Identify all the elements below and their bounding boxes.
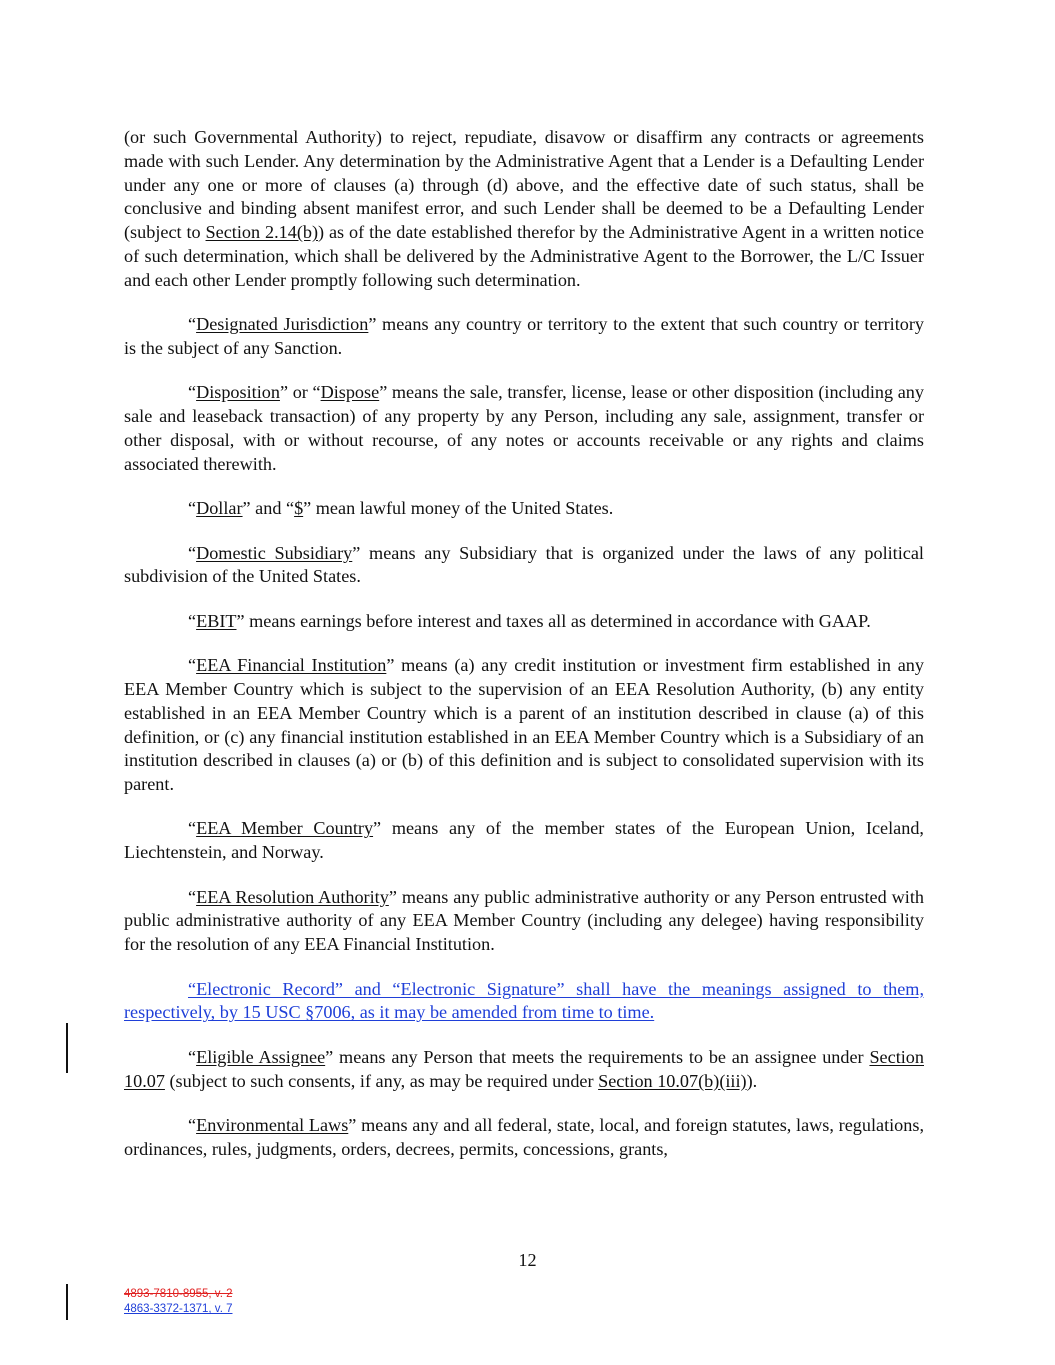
change-bar-electronic-record	[66, 1023, 68, 1073]
definition-eligible-assignee: “Eligible Assignee” means any Person that meets the requirements to be an assignee under Section 10.07 (subject to such consents, if any, as may be required under Section 10.07(b)(iii)).	[124, 1046, 924, 1091]
section-reference: Section 2.14(b)	[205, 222, 319, 243]
section-reference: Section 10.07	[124, 1046, 924, 1091]
defined-term: Dispose	[320, 382, 380, 403]
defined-term: EEA Financial Institution	[196, 655, 387, 676]
definition-dollar: “Dollar” and “$” mean lawful money of the United States.	[188, 498, 614, 519]
document-id-deleted: 4893-7810-8955, v. 2	[124, 1288, 233, 1300]
paragraph-defaulting-lender-continued: (or such Governmental Authority) to reject, repudiate, disavow or disaffirm any contracts or agreements made with such Lender. Any determination by the Administrative Agent that a Lender is a Defaulting Lender under any one or more of clauses (a) through (d) above, and the effective date of such status, shall be conclusive and binding absent manifest error, and such Lender shall be deemed to be a Defaulting Lender (subject to Section 2.14(b)) as of the date established therefor by the Administrative Agent in a written notice of such determination, which shall be delivered by the Administrative Agent to the Borrower, the L/C Issuer and each other Lender promptly following such determination.	[124, 127, 924, 290]
definition-disposition: “Disposition” or “Dispose” means the sale, transfer, license, lease or other disposition (including any sale and leaseback transaction) of any property by any Person, including any sale, assignment, transfer or other disposal, with or without recourse, of any notes or accounts receivable or any rights and claims associated therewith.	[124, 382, 924, 474]
defined-term: $	[294, 498, 304, 519]
definition-ebit: “EBIT” means earnings before interest and taxes all as determined in accordance with GAAP.	[188, 610, 871, 631]
defined-term: EBIT	[196, 610, 237, 631]
defined-term: Dollar	[196, 498, 243, 519]
document-body	[124, 126, 924, 1182]
document-id-inserted: 4863-3372-1371, v. 7	[124, 1303, 233, 1315]
definition-designated-jurisdiction: “Designated Jurisdiction” means any country or territory to the extent that such country or territory is the subject of any Sanction.	[124, 314, 924, 358]
definition-domestic-subsidiary: “Domestic Subsidiary” means any Subsidiary that is organized under the laws of any political subdivision of the United States.	[124, 542, 924, 587]
defined-term: Environmental Laws	[196, 1115, 349, 1136]
definition-electronic-record-inserted: “Electronic Record” and “Electronic Signature” shall have the meanings assigned to them, respectively, by 15 USC §7006, as it may be amended from time to time.	[124, 978, 924, 1023]
defined-term: EEA Resolution Authority	[196, 886, 389, 907]
definition-eea-member-country: “EEA Member Country” means any of the member states of the European Union, Iceland, Liechtenstein, and Norway.	[124, 818, 924, 863]
change-bar-doc-id	[66, 1284, 68, 1320]
defined-term: Eligible Assignee	[196, 1046, 326, 1067]
defined-term: EEA Member Country	[196, 818, 374, 839]
definition-eea-financial-institution: “EEA Financial Institution” means (a) any credit institution or investment firm established in any EEA Member Country which is subject to the supervision of an EEA Resolution Authority, (b) any entity established in an EEA Member Country which is a parent of an institution described in clause (a) of this definition, or (c) any financial institution established in an EEA Member Country which is a Subsidiary of an institution described in clauses (a) or (b) of this definition and is subject to consolidated supervision with its parent.	[124, 655, 924, 795]
defined-term: Domestic Subsidiary	[196, 542, 353, 563]
defined-term: Designated Jurisdiction	[196, 314, 369, 335]
definition-eea-resolution-authority: “EEA Resolution Authority” means any public administrative authority or any Person entrusted with public administrative authority of any EEA Member Country (including any delegee) having responsibility for the resolution of any EEA Financial Institution.	[124, 886, 924, 955]
page-number: 12	[518, 1250, 537, 1270]
section-reference: Section 10.07(b)(iii)	[598, 1070, 747, 1091]
defined-term: Disposition	[196, 382, 280, 403]
definition-environmental-laws: “Environmental Laws” means any and all federal, state, local, and foreign statutes, laws, regulations, ordinances, rules, judgments, orders, decrees, permits, concessions, grants,	[124, 1115, 924, 1159]
